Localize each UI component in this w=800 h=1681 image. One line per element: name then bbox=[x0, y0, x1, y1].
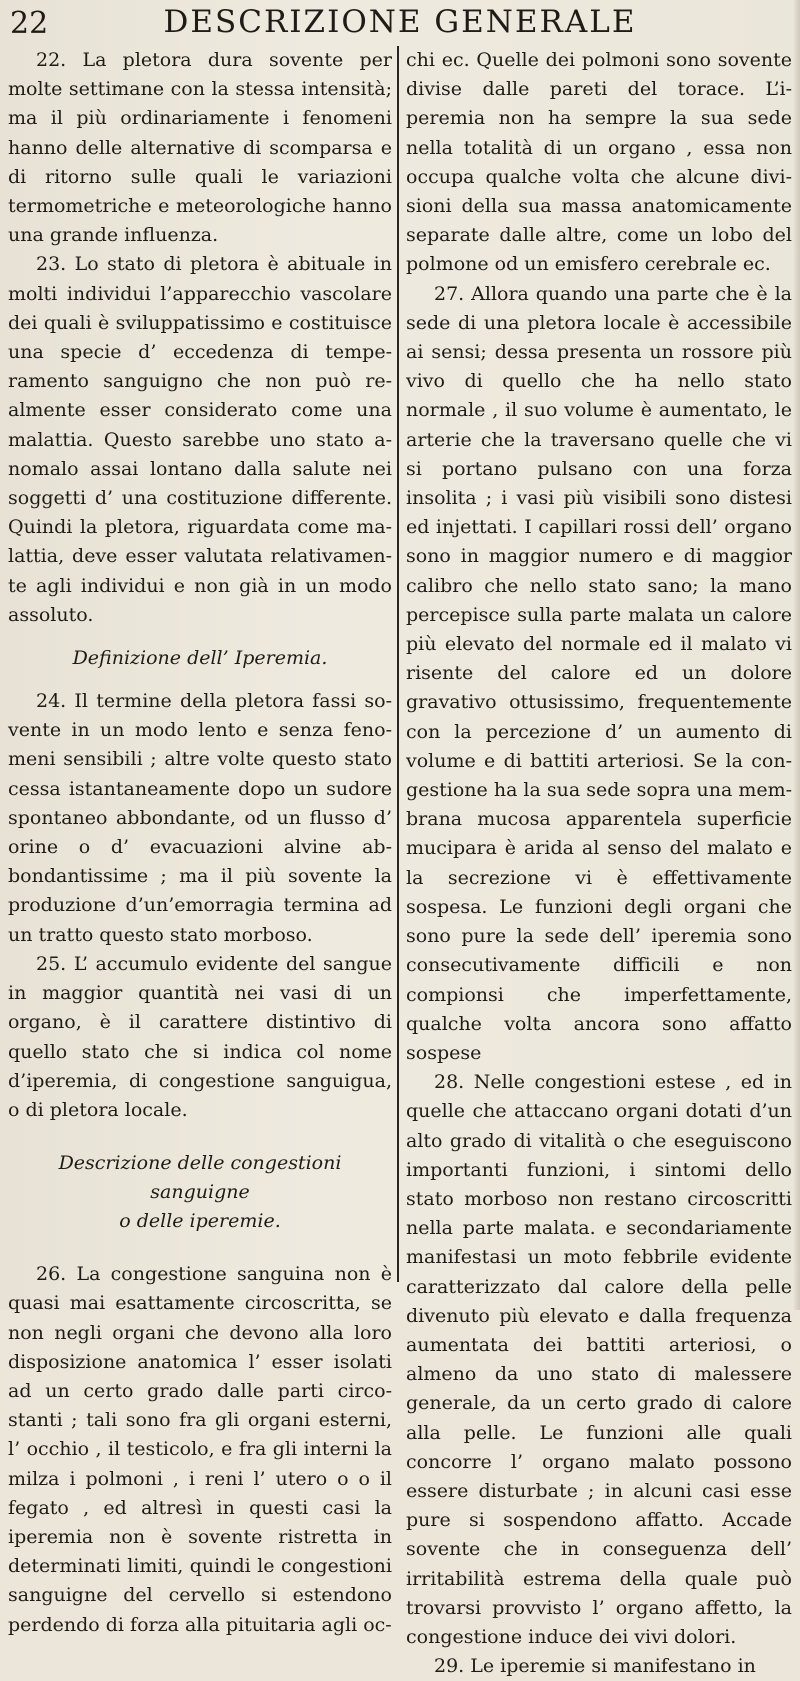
paragraph-25: 25. L’ accumulo evidente del sangue in maggior quantità nei vasi di un organo, è il carattere distintivo di quello stato che si indica col nome d’iperemia, di congestione sanguigua, o di pletora locale. bbox=[8, 952, 392, 1121]
left-column bbox=[8, 46, 392, 1640]
paragraph-26-continued: chi ec. Quelle dei polmoni sono sovente divise dalle pareti del torace. L’iperemia non ha sempre la sua sede nella totalità di un organo , essa non occupa qualche volta che alcune divisioni della sua massa anatomicamente separate dalle altre, come un lobo del polmone od un emisfero cerebrale ec. bbox=[406, 49, 792, 276]
right-column bbox=[406, 46, 792, 1681]
section-heading-congestioni-line2: o delle iperemie. bbox=[119, 1210, 281, 1233]
section-heading-iperemia: Definizione dell’ Iperemia. bbox=[72, 647, 328, 670]
page-number: 22 bbox=[10, 6, 49, 41]
paragraph-26: 26. La congestione sanguina non è quasi mai esattamente circoscritta, se non negli organi che devono alla loro disposizione anatomica l’ esser isolati ad un certo grado dalle parti circostanti ; tali sono fra gli organi esterni, l’ occhio , il testicolo, e fra gli interni la milza i polmoni , i reni l’ utero o o il fegato , ed altresì in questi casi la iperemia non è sovente ristretta in determinati limiti, quindi le congestioni sanguigne del cervello si estendono perdendo di forza alla pituitaria agli oc- bbox=[8, 1263, 392, 1636]
paragraph-23: 23. Lo stato di pletora è abituale in molti individui l’apparecchio vascolare dei quali è sviluppatissimo e costituisce una specie d’ eccedenza di temperamento sanguigno che non può realmente esser considerato come una malattia. Questo sarebbe uno stato anomalo assai lontano dalla salute nei soggetti d’ una costituzione differente. Quindi la pletora, riguardata come malattia, deve esser valutata relativamente agli individui e non già in un modo assoluto. bbox=[8, 253, 392, 626]
paragraph-28: 28. Nelle congestioni estese , ed in quelle che attaccano organi dotati d’un alto grado di vitalità o che eseguiscono importanti funzioni, i sintomi dello stato morboso non restano circoscritti nella parte malata. e secondariamente manifestasi un moto febbrile evidente caratterizzato dal calore della pelle divenuto più elevato e dalla frequenza aumentata dei battiti arteriosi, o almeno da uno stato di malessere generale, da un certo grado di calore alla pelle. Le funzioni alle quali concorre l’ organo malato possono essere disturbate ; in alcuni casi esse pure si sospendono affatto. Accade sovente che in conseguenza dell’ irritabilità estrema della quale può trovarsi provvisto l’ organo affetto, la congestione induce dei vivi dolori. bbox=[406, 1071, 792, 1648]
section-heading-congestioni: Descrizione delle congestioni sanguigne bbox=[58, 1152, 342, 1204]
paragraph-27: 27. Allora quando una parte che è la sede di una pletora locale è accessibile ai sensi; dessa presenta un rossore più vivo di quello che ha nello stato normale , il suo volume è aumentato, le arterie che la traversano quelle che vi si portano pulsano con una forza insolita ; i vasi più visibili sono distesi ed injettati. I capillari rossi dell’ organo sono in maggior numero e di maggior calibro che nello stato sano; la mano percepisce sulla parte malata un calore più elevato del normale ed il malato vi risente del calore ed un dolore gravativo ottusissimo, frequentemente con la percezione d’ un aumento di volume e di battiti arteriosi. Se la congestione ha la sua sede sopra una membrana mucosa apparentela superficie mucipara è arida al senso del malato e la secrezione vi è effettivamente sospesa. Le funzioni degli organi che sono pure la sede dell’ iperemia sono consecutivamente difficili e non compionsi che imperfettamente, qualche volta ancora sono affatto sospese bbox=[406, 282, 793, 1064]
paragraph-29: 29. Le iperemie si manifestano in bbox=[434, 1655, 756, 1678]
column-divider bbox=[397, 46, 399, 1282]
page-header bbox=[0, 4, 800, 46]
running-title: DESCRIZIONE GENERALE bbox=[163, 4, 637, 40]
page-edge-shadow bbox=[794, 0, 800, 1310]
paragraph-22: 22. La pletora dura sovente per molte settimane con la stessa intensità; ma il più ordinariamente i fenomeni hanno delle alternative di scomparsa e di ritorno sulle quali le variazioni termometriche e meteorologiche hanno una grande influenza. bbox=[8, 49, 392, 247]
paragraph-24: 24. Il termine della pletora fassi sovente in un modo lento e senza fenomeni sensibili ; altre volte questo stato cessa istantaneamente dopo un sudore spontaneo abbondante, od un flusso d’ orine o d’ evacuazioni alvine abbondantissime ; ma il più sovente la produzione d’un’emorragia termina ad un tratto questo stato morboso. bbox=[8, 690, 392, 946]
